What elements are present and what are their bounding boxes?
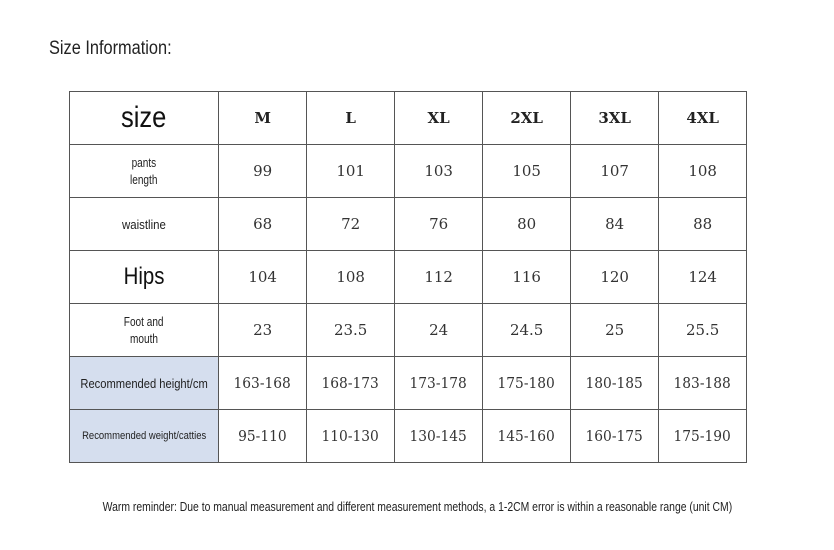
warm-reminder-text: Warm reminder: Due to manual measurement and different measurement methods, a 1-2CM error is within a reasonable range (unit CM) (102, 499, 732, 514)
size-header-l: L (307, 92, 395, 145)
table-row-pants-length (70, 145, 747, 198)
row-label-line: length (130, 172, 158, 187)
table-cell: 23.5 (307, 304, 395, 357)
row-label-hips (70, 251, 219, 304)
row-label-text: waistline (122, 216, 167, 232)
table-cell (483, 357, 571, 410)
table-cell: 108 (659, 145, 747, 198)
table-cell (219, 357, 307, 410)
row-label-text: Recommended height/cm (80, 375, 208, 391)
table-cell (659, 410, 747, 463)
table-cell: 103 (395, 145, 483, 198)
table-cell: 24 (395, 304, 483, 357)
size-corner-label: size (121, 101, 167, 134)
cell-value: 145-160 (497, 427, 556, 445)
size-header-m: M (219, 92, 307, 145)
cell-value: 163-168 (233, 374, 292, 392)
size-header-2xl: 2XL (483, 92, 571, 145)
table-cell: 76 (395, 198, 483, 251)
row-label-line: mouth (130, 331, 159, 346)
table-cell (395, 410, 483, 463)
row-label-waistline (70, 198, 219, 251)
table-cell (571, 357, 659, 410)
table-cell: 68 (219, 198, 307, 251)
table-cell (219, 410, 307, 463)
row-label-line: pants (131, 155, 157, 170)
page-title: Size Information: (49, 38, 172, 59)
table-row-waistline (70, 198, 747, 251)
row-label-text: Hips (123, 263, 165, 290)
row-label-pants-length (70, 145, 219, 198)
table-cell: 99 (219, 145, 307, 198)
size-corner-cell (70, 92, 219, 145)
table-cell: 25.5 (659, 304, 747, 357)
table-cell: 84 (571, 198, 659, 251)
table-row-foot-mouth (70, 304, 747, 357)
table-cell: 24.5 (483, 304, 571, 357)
table-cell (571, 410, 659, 463)
table-cell: 120 (571, 251, 659, 304)
size-header-3xl: 3XL (571, 92, 659, 145)
row-label-line: Foot and (124, 314, 164, 329)
table-row-recommended-height (70, 357, 747, 410)
row-label-recommended-height (70, 357, 219, 410)
cell-value: 180-185 (585, 374, 644, 392)
table-cell: 25 (571, 304, 659, 357)
table-cell: 88 (659, 198, 747, 251)
cell-value: 110-130 (321, 427, 380, 445)
size-header-xl: XL (395, 92, 483, 145)
table-cell (483, 410, 571, 463)
cell-value: 95-110 (238, 427, 287, 445)
table-cell: 107 (571, 145, 659, 198)
table-cell (659, 357, 747, 410)
table-cell: 80 (483, 198, 571, 251)
table-cell: 112 (395, 251, 483, 304)
row-label-recommended-weight (70, 410, 219, 463)
table-cell: 23 (219, 304, 307, 357)
table-cell: 72 (307, 198, 395, 251)
size-chart-table (69, 91, 747, 463)
cell-value: 160-175 (585, 427, 644, 445)
table-cell (395, 357, 483, 410)
table-cell: 105 (483, 145, 571, 198)
row-label-foot-mouth (70, 304, 219, 357)
cell-value: 175-180 (497, 374, 556, 392)
cell-value: 183-188 (673, 374, 732, 392)
cell-value: 175-190 (673, 427, 732, 445)
table-cell: 104 (219, 251, 307, 304)
table-cell: 101 (307, 145, 395, 198)
table-cell: 116 (483, 251, 571, 304)
cell-value: 130-145 (409, 427, 468, 445)
table-cell: 124 (659, 251, 747, 304)
size-header-4xl: 4XL (659, 92, 747, 145)
table-cell (307, 357, 395, 410)
table-header-row (70, 92, 747, 145)
table-cell (307, 410, 395, 463)
cell-value: 168-173 (321, 374, 380, 392)
cell-value: 173-178 (409, 374, 468, 392)
table-row-recommended-weight (70, 410, 747, 463)
warm-reminder-note (0, 499, 834, 514)
table-row-hips (70, 251, 747, 304)
table-cell: 108 (307, 251, 395, 304)
row-label-text: Recommended weight/catties (82, 430, 207, 442)
